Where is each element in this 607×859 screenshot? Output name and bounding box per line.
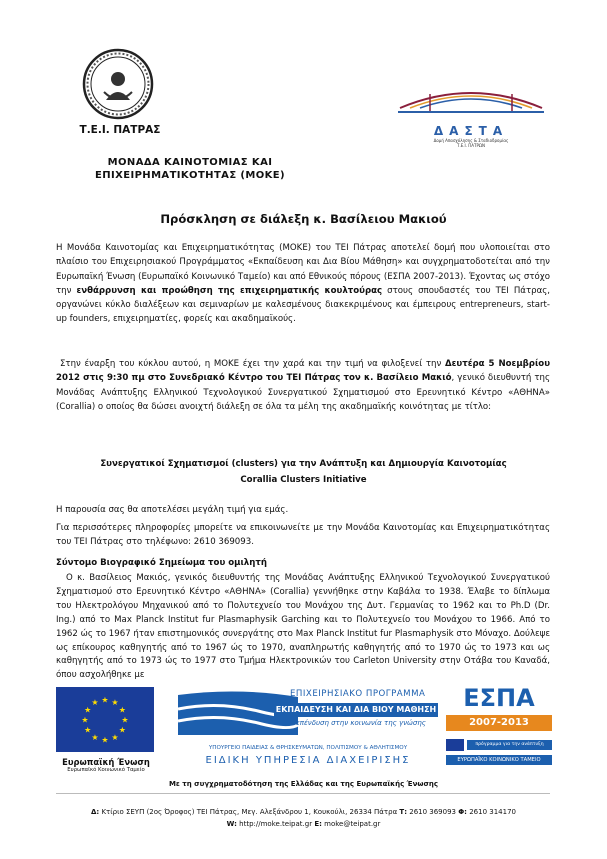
eu-fund: Ευρωπαϊκό Κοινωνικό Ταμείο <box>67 767 145 773</box>
tei-seal-logo <box>82 48 154 120</box>
ministry-name: ΥΠΟΥΡΓΕΙΟ ΠΑΙΔΕΙΑΣ & ΘΡΗΣΚΕΥΜΑΤΩΝ, ΠΟΛΙΤΙΣΜΟΥ & ΑΘΛΗΤΙΣΜΟΥ <box>208 745 408 751</box>
eu-flag-icon <box>56 687 154 752</box>
bio-heading: Σύντομο Βιογραφικό Σημείωμα του ομιλητή <box>56 558 267 568</box>
footer-divider <box>56 793 550 794</box>
email-label: E: <box>314 820 322 828</box>
talk-subtitle: Corallia Clusters Initiative <box>240 475 367 485</box>
eu-name: Ευρωπαϊκή Ένωση <box>62 757 150 767</box>
intro-emphasis: ενθάρρυνση και προώθηση της επιχειρηματικής κουλτούρας <box>76 285 383 296</box>
bio-paragraph: Ο κ. Βασίλειος Μακιός, γενικός διευθυντής της Μονάδας Ανάπτυξης Ελληνικού Τεχνολογικού Συνεργατικού Σχηματισμού στο Ερευνητικό Κέντρο «ΑΘΗΝΑ» (Corallia) γεννήθηκε στην Καβάλα το 1938. Έλαβε το δίπλωμα του Ηλεκτρολόγου Μηχανικού από το Πολυτεχνείο του Μονάχου της Δυτ. Γερμανίας το 1962 και το Ph.D (Dr. Ing.) από το Max Planck Institut fur Plasmaphysik Garching και το Πολυτεχνείο του Μονάχου το 1966. Από το 1962 ώς το 1967 ήταν επιστημονικός συνεργάτης στο Max Planck Institut fur Plasmaphysik στο Μόναχο. Δούλεψε ως επίκουρος καθηγητής από το 1967 ώς το 1970, αναπληρωτής καθηγητής από το 1970 ώς το 1973 και ως καθηγητής από το 1973 ώς το 1977 στο Τμήμα Ηλεκτρονικών του Carleton University στην Οτάβα του Καναδά, όπου ασχολήθηκε με <box>56 573 550 681</box>
programme-subtitle: ΕΚΠΑΙΔΕΥΣΗ ΚΑΙ ΔΙΑ ΒΙΟΥ ΜΑΘΗΣΗ <box>274 703 438 717</box>
programme-logo <box>178 687 438 777</box>
eu-star-icon: ★ <box>118 705 126 715</box>
eu-star-icon: ★ <box>101 735 109 745</box>
web-label: W: <box>226 820 237 828</box>
institution-name: Τ.Ε.Ι. ΠΑΤΡΑΣ <box>79 124 161 136</box>
fax-label: Φ: <box>458 808 467 816</box>
programme-slogan: επένδυση στην κοινωνία της γνώσης <box>296 719 426 727</box>
footer-phone: 2610 369093 <box>409 808 456 816</box>
espa-eu-flag-icon <box>446 739 464 751</box>
footer-contact-line <box>0 820 607 828</box>
dasta-logo-sub: Δομή Απασχόλησης & Σταδιοδρομίας <box>433 138 509 143</box>
dasta-logo-text: ΔΑΣΤΑ <box>433 124 509 138</box>
intro-text-a: Η Μονάδα Καινοτομίας και Επιχειρηματικότητας (ΜΟΚΕ) του ΤΕΙ Πάτρας αποτελεί δομή που υλοποιείται στο πλαίσιο του Επιχειρησιακού Προγράμματος «Εκπαίδευση και Δια Βίου Μάθηση» και συγχρηματοδοτείται από την Ευρωπαϊκή Ένωση (Ευρωπαϊκό Κοινωνικό Ταμείο) και από Εθνικούς πόρους (ΕΣΠΑ 2007-2013). Έχοντας ως στόχο την <box>56 243 550 296</box>
eu-star-icon: ★ <box>91 732 99 742</box>
talk-title: Συνεργατικοί Σχηματισμοί (clusters) για την Ανάπτυξη και Δημιουργία Καινοτομίας <box>100 459 507 469</box>
eu-star-icon: ★ <box>91 698 99 708</box>
eu-star-icon: ★ <box>84 705 92 715</box>
event-text-a: Στην έναρξη του κύκλου αυτού, η ΜΟΚΕ έχει την χαρά και την τιμή να φιλοξενεί την <box>60 359 442 369</box>
contact-paragraph: Για περισσότερες πληροφορίες μπορείτε να επικοινωνείτε με την Μονάδα Καινοτομίας και Επιχειρηματικότητας του ΤΕΙ Πάτρας στο τηλέφωνο: 2610 369093. <box>56 523 550 548</box>
footer-address: Κτίριο ΣΕΥΠ (2ος Όροφος) ΤΕΙ Πάτρας, Μεγ. Αλεξάνδρου 1, Κουκούλι, 26334 Πάτρα <box>101 808 398 816</box>
dasta-logo <box>396 82 546 148</box>
event-text-b: , γενικό διευθυντή της Μονάδας Ανάπτυξης Ελληνικού Τεχνολογικού Συνεργατικού Σχηματισμού στο Ερευνητικό Κέντρο «ΑΘΗΝΑ» (Corallia) ο οποίος θα δώσει ανοιχτή διάλεξη σε όλα τα μέλη της ακαδημαϊκής κοινότητας με τίτλο: <box>56 373 550 412</box>
footer-web-link[interactable]: http://moke.teipat.gr <box>239 820 313 828</box>
unit-name-line2: ΕΠΙΧΕΙΡΗΜΑΤΙΚΟΤΗΤΑΣ (ΜΟΚΕ) <box>95 170 285 181</box>
eu-logo <box>56 687 156 773</box>
espa-tagline-row <box>446 739 552 751</box>
espa-tagline: πρόγραμμα για την ανάπτυξη <box>467 740 552 750</box>
eu-star-icon: ★ <box>81 715 89 725</box>
eu-star-icon: ★ <box>121 715 129 725</box>
cofinance-note: Με τη συγχρηματοδότηση της Ελλάδας και της Ευρωπαϊκής Ένωσης <box>168 780 439 788</box>
address-label: Δ: <box>91 808 100 816</box>
phone-label: Τ: <box>399 808 407 816</box>
programme-title: ΕΠΙΧΕΙΡΗΣΙΑΚΟ ΠΡΟΓΡΑΜΜΑ <box>290 689 426 699</box>
eu-star-icon: ★ <box>111 732 119 742</box>
espa-title: ΕΣΠΑ <box>463 684 535 712</box>
espa-fund: ΕΥΡΩΠΑΪΚΟ ΚΟΙΝΩΝΙΚΟ ΤΑΜΕΙΟ <box>446 755 552 765</box>
footer-fax: 2610 314170 <box>469 808 516 816</box>
eu-star-icon: ★ <box>118 725 126 735</box>
event-paragraph <box>56 357 550 414</box>
eu-star-icon: ★ <box>101 695 109 705</box>
closing-sentence: Η παρουσία σας θα αποτελέσει μεγάλη τιμή για εμάς. <box>56 505 289 515</box>
eu-star-icon: ★ <box>111 698 119 708</box>
unit-name <box>70 156 310 182</box>
espa-years: 2007-2013 <box>446 715 552 731</box>
managing-authority: ΕΙΔΙΚΗ ΥΠΗΡΕΣΙΑ ΔΙΑΧΕΙΡΙΣΗΣ <box>205 755 411 766</box>
dasta-logo-sub2: Τ.Ε.Ι. ΠΑΤΡΩΝ <box>457 143 485 148</box>
footer-email-link[interactable]: moke@teipat.gr <box>324 820 381 828</box>
intro-text-b: στους σπουδαστές του ΤΕΙ Πάτρας, οργανώνει κύκλο διαλέξεων και σεμιναρίων με καλεσμένους διακεκριμένους και έμπειρους entrepreneurs, start-up founders, επιχειρηματίες, φορείς και ακαδημαϊκούς. <box>56 285 551 325</box>
unit-name-line1: ΜΟΝΑΔΑ ΚΑΙΝΟΤΟΜΙΑΣ ΚΑΙ <box>107 157 273 168</box>
event-emphasis: Δευτέρα 5 Νοεμβρίου 2012 στις 9:30 πμ στο Συνεδριακό Κέντρο του ΤΕΙ Πάτρας τον κ. Βασίλειο Μακιό <box>56 359 551 384</box>
espa-logo <box>446 684 552 776</box>
dasta-bridge-icon <box>396 82 546 120</box>
footer-address-line <box>0 808 607 816</box>
document-title: Πρόσκληση σε διάλεξη κ. Βασίλειου Μακιού <box>160 212 447 226</box>
eu-star-icon: ★ <box>84 725 92 735</box>
intro-paragraph <box>56 241 550 327</box>
